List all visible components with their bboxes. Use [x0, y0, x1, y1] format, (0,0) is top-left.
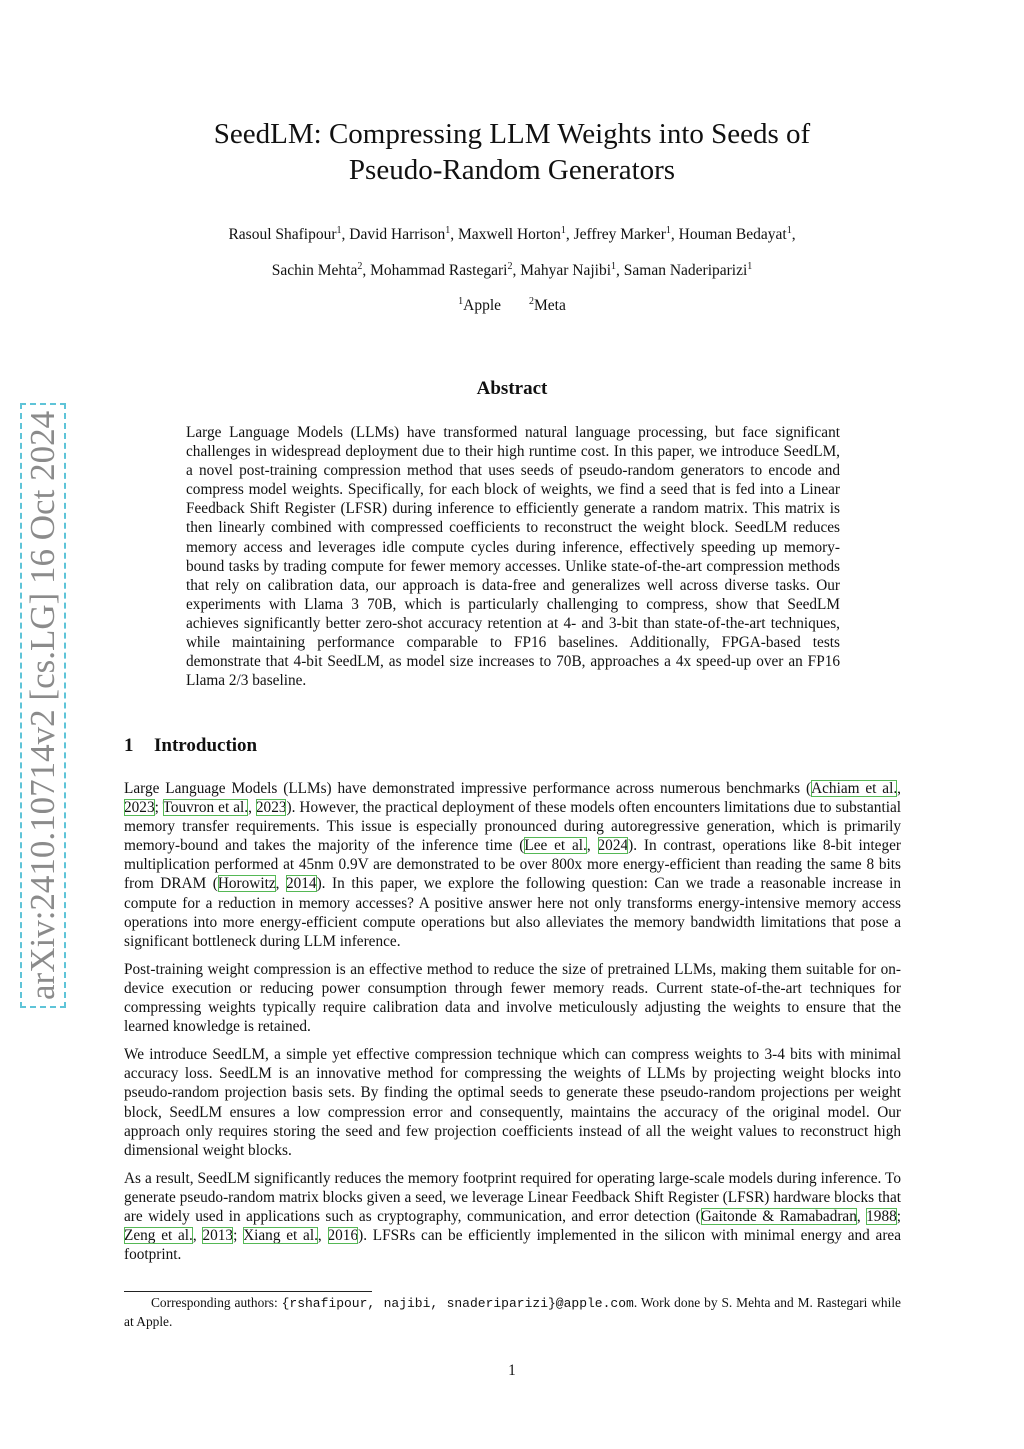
footnote-divider: [124, 1291, 372, 1292]
paragraph-2: Post-training weight compression is an effective method to reduce the size of pretrained LLMs, making them suitable for on-device execution or reducing power consumption through fewer memory reads. Current state-of-the-art techniques for compressing weights typically require calibration data and involve meticulously adjusting the weights to ensure that the learned knowledge is retained.: [124, 960, 901, 1036]
author: Mohammad Rastegari$^2$,: [370, 260, 521, 279]
citation-link[interactable]: 2024: [597, 837, 629, 855]
paper-title: [0, 116, 1024, 188]
citation-link[interactable]: Xiang et al.: [243, 1227, 318, 1245]
citation-link[interactable]: Lee et al.: [524, 837, 587, 855]
affiliation-meta: $^2$Meta: [529, 295, 566, 314]
body-text: [124, 779, 901, 1273]
author: Houman Bedayat$^1$,: [678, 224, 796, 243]
citation-link[interactable]: Horowitz: [217, 875, 276, 893]
author: Saman Naderiparizi$^1$: [623, 260, 753, 279]
author: Rasoul Shafipour$^1$,: [228, 224, 350, 243]
abstract-text: Large Language Models (LLMs) have transformed natural language processing, but face significant challenges in widespread deployment due to their high runtime cost. In this paper, we introduce SeedLM, a novel post-training compression method that uses seeds of pseudo-random generators to encode and compress model weights. Specifically, for each block of weights, we find a seed that is fed into a Linear Feedback Shift Register (LFSR) during inference to efficiently generate a random matrix. This matrix is then linearly combined with compressed coefficients to reconstruct the weight block. SeedLM reduces memory access and leverages idle compute cycles during inference, effectively speeding up memory-bound tasks by trading compute for fewer memory accesses. Unlike state-of-the-art compression methods that rely on calibration data, our approach is data-free and generalizes well across diverse tasks. Our experiments with Llama 3 70B, which is particularly challenging to compress, show that SeedLM achieves significantly better zero-shot accuracy retention at 4- and 3-bit than state-of-the-art techniques, while maintaining performance comparable to FP16 baselines. Additionally, FPGA-based tests demonstrate that 4-bit SeedLM, as model size increases to 70B, approaches a 4x speed-up over an FP16 Llama 2/3 baseline.: [186, 424, 840, 690]
affiliation-apple: $^1$Apple: [458, 295, 502, 314]
arxiv-identifier: arXiv:2410.10714v2 [cs.LG] 16 Oct 2024: [20, 403, 66, 1008]
citation-link[interactable]: Achiam et al.: [811, 780, 898, 797]
citation-link[interactable]: 2016: [327, 1227, 359, 1245]
title-line-1: SeedLM: Compressing LLM Weights into Seeds of: [213, 118, 811, 150]
authors-line-1: [0, 226, 1024, 244]
email-addresses: {rshafipour, najibi, snaderiparizi}@apple.com: [281, 1296, 634, 1311]
page-number: 1: [508, 1362, 516, 1379]
author: Jeffrey Marker$^1$,: [573, 224, 679, 243]
authors-line-2: [0, 262, 1024, 280]
citation-link[interactable]: Touvron et al.: [162, 799, 249, 817]
paragraph-3: We introduce SeedLM, a simple yet effective compression technique which can compress weights to 3-4 bits with minimal accuracy loss. SeedLM is an innovative method for compressing the weights of LLMs by projecting weight blocks into pseudo-random projection basis sets. By finding the optimal seeds to generate these pseudo-random projections per weight block, SeedLM ensures a low compression error and consequently, maintains the accuracy of the original model. Our approach only requires storing the seed and few projection coefficients instead of all the weight values to reconstruct high dimensional weight blocks.: [124, 1046, 901, 1159]
citation-link[interactable]: Gaitonde & Ramabadran: [700, 1207, 857, 1225]
author: Sachin Mehta$^2$,: [271, 260, 371, 279]
citation-link[interactable]: 2014: [285, 875, 317, 893]
affiliations: [0, 297, 1024, 315]
section-heading: [124, 735, 257, 757]
section-number: 1: [124, 735, 134, 756]
citation-link[interactable]: 2023: [255, 799, 287, 817]
abstract-heading: Abstract: [476, 378, 548, 399]
title-line-2: Pseudo-Random Generators: [348, 154, 676, 186]
citation-link[interactable]: 2013: [202, 1227, 234, 1245]
author: David Harrison$^1$,: [349, 224, 458, 243]
section-title: Introduction: [154, 735, 258, 756]
citation-link[interactable]: 1988: [866, 1207, 897, 1225]
citation-link[interactable]: 2023: [124, 799, 155, 817]
paragraph-1: Large Language Models (LLMs) have demonstrated impressive performance across numerous benchmarks (Achiam et al., 2023; Touvron et al., 2023). However, the practical deployment of these models often encounters limitations due to substantial memory transfer requirements. This issue is especially pronounced during autoregressive generation, which is primarily memory-bound and takes the majority of the inference time (Lee et al., 2024). In contrast, operations like 8-bit integer multiplication performed at 45nm 0.9V are demonstrated to be over 800x more energy-efficient than reading the same 8 bits from DRAM (Horowitz, 2014). In this paper, we explore the following question: Can we trade a reasonable increase in compute for a reduction in memory accesses? A positive answer here not only transforms energy-intensive memory access operations into more energy-efficient compute operations but also alleviates the memory bandwidth limitations that pose a significant bottleneck during LLM inference.: [124, 780, 902, 950]
paragraph-4: As a result, SeedLM significantly reduces the memory footprint required for operating large-scale models during inference. To generate pseudo-random matrix blocks given a seed, we leverage Linear Feedback Shift Register (LFSR) hardware blocks that are widely used in applications such as cryptography, communication, and error detection (Gaitonde & Ramabadran, 1988; Zeng et al., 2013; Xiang et al., 2016). LFSRs can be efficiently implemented in the silicon with minimal energy and area footprint.: [124, 1169, 902, 1264]
author: Maxwell Horton$^1$,: [458, 224, 574, 243]
author: Mahyar Najibi$^1$,: [520, 260, 624, 279]
footnote: Corresponding authors: {rshafipour, najibi, snaderiparizi}@apple.com. Work done by S. Mehta and M. Rastegari while at Apple.: [124, 1295, 901, 1329]
citation-link[interactable]: Zeng et al.: [124, 1227, 193, 1245]
